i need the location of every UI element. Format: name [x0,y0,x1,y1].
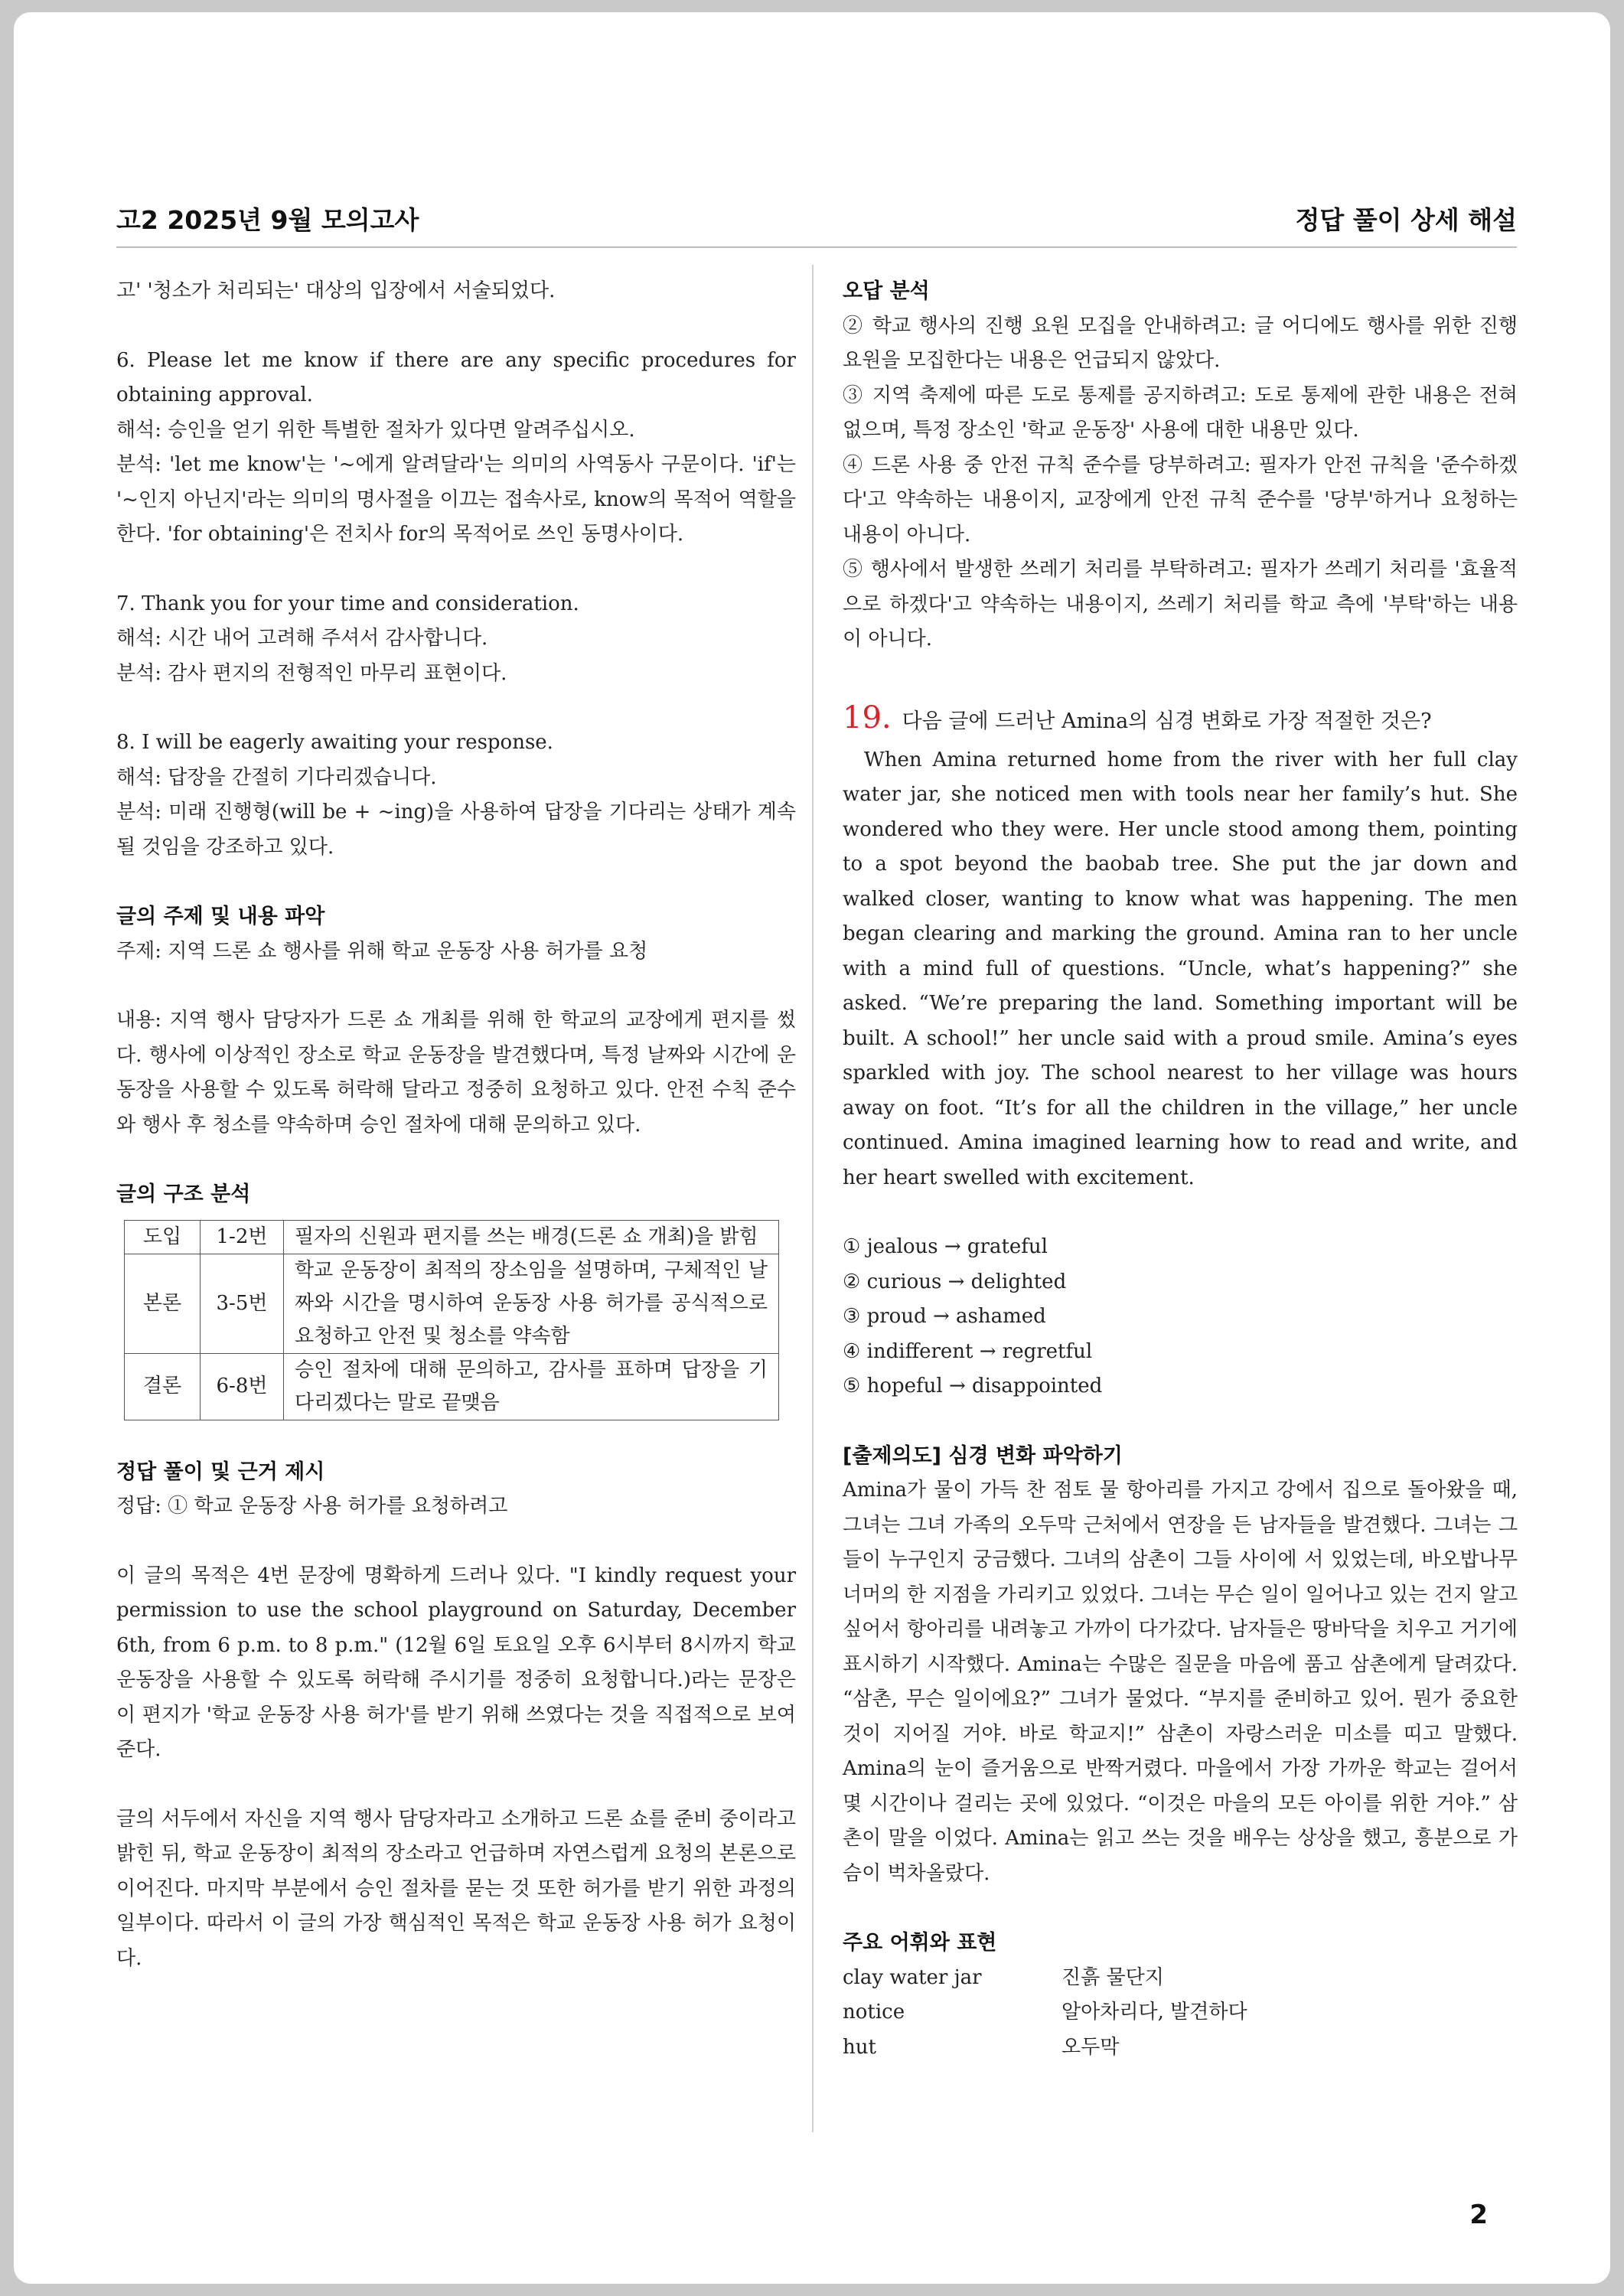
structure-heading: 글의 구조 분석 [116,1182,251,1206]
vocab-list [843,1961,1518,2066]
part-cell: 결론 [125,1353,201,1420]
sentence-7-analysis: 분석: 감사 편지의 전형적인 마무리 표현이다. [116,661,507,685]
part-cell: 본론 [125,1254,201,1353]
reading-passage [843,743,1518,1196]
sentence-7-translation: 해석: 시간 내어 고려해 주셔서 감사합니다. [116,627,488,650]
passage-text: When Amina returned home from the river with her full clay water jar, she noticed men with tools near her family’s hut. She wondered who they were. Her uncle stood among them, pointing to a spot beyond the baobab tree. She put the jar down and walked closer, wanting to know what was happening. The men began clearing and marking the ground. Amina ran to her uncle with a mind full of questions. “Uncle, what’s happening?” she asked. “We’re preparing the land. Something important will be built. A school!” her uncle said with a proud smile. Amina’s eyes sparkled with joy. The school nearest to her village was hours away on foot. “It’s for all the children in the village,” her uncle continued. Amina imagined learning how to read and write, and her heart swelled with excitement. [843,748,1518,1189]
intent-translation: Amina가 물이 가득 찬 점토 물 항아리를 가지고 강에서 집으로 돌아왔을 때, 그녀는 그녀 가족의 오두막 근처에서 연장을 든 남자들을 발견했다. 그녀는 그들이 누구인지 궁금했다. 그녀의 삼촌이 그들 사이에 서 있었는데, 바오밥나무 너머의 한 지점을 가리키고 있었다. 그녀는 무슨 일이 일어나고 있는 건지 알고 싶어서 항아리를 내려놓고 가까이 다가갔다. 남자들은 땅바닥을 치우고 거기에 표시하기 시작했다. Amina는 수많은 질문을 마음에 품고 삼촌에게 달려갔다. “삼촌, 무슨 일이에요?” 그녀가 물었다. “부지를 준비하고 있어. 뭔가 중요한 것이 지어질 거야. 바로 학교지!” 삼촌이 자랑스러운 미소를 띠고 말했다. Amina의 눈이 즐거움으로 반짝거렸다. 마을에서 가장 가까운 학교는 걸어서 몇 시간이나 걸리는 곳에 있었다. “이것은 마을의 모든 아이를 위한 거야.” 삼촌이 말을 이었다. Amina는 읽고 쓰는 것을 배우는 상상을 했고, 흥분으로 가슴이 벅차올랐다. [843,1479,1518,1885]
choice-5: ⑤ hopeful → disappointed [843,1375,1103,1397]
range-cell: 3-5번 [201,1254,284,1353]
question-text: 다음 글에 드러난 Amina의 심경 변화로 가장 적절한 것은? [902,709,1432,733]
question-number: 19. [843,700,892,735]
table-row [125,1220,779,1254]
table-row [125,1254,779,1353]
range-cell: 6-8번 [201,1353,284,1420]
choice-3: ③ proud → ashamed [843,1305,1046,1328]
answer-heading: 정답 풀이 및 근거 제시 [116,1459,325,1484]
vocab-meaning: 오두막 [1061,2035,1120,2059]
question-19 [843,696,1518,743]
structure-table [124,1220,779,1420]
wrong-answer-item: ② 학교 행사의 진행 요원 모집을 안내하려고: 글 어디에도 행사를 위한 진행 요원을 모집한다는 내용은 언급되지 않았다. [843,314,1518,372]
intro-line: 고' '청소가 처리되는' 대상의 입장에서 서술되었다. [116,279,556,302]
theme-topic: 주제: 지역 드론 쇼 행사를 위해 학교 운동장 사용 허가를 요청 [116,939,648,963]
choice-4: ④ indifferent → regretful [843,1339,1093,1363]
sentence-6-translation: 해석: 승인을 얻기 위한 특별한 절차가 있다면 알려주십시오. [116,418,635,442]
left-column [116,274,796,1976]
exam-title: 고2 2025년 9월 모의고사 [116,205,419,235]
vocab-term: clay water jar [843,1965,982,1989]
range-cell: 1-2번 [201,1220,284,1254]
section-title: 정답 풀이 상세 해설 [1295,205,1517,235]
desc-cell: 승인 절차에 대해 문의하고, 감사를 표하며 답장을 기다리겠다는 말로 끝맺음 [284,1353,779,1420]
intent-heading: [출제의도] 심경 변화 파악하기 [843,1443,1123,1468]
sentence-7 [116,587,796,692]
sentence-8-analysis: 분석: 미래 진행형(will be + ~ing)을 사용하여 답장을 기다리는 상태가 계속될 것임을 강조하고 있다. [116,801,796,859]
wrong-answer-item: ③ 지역 축제에 따른 도로 통제를 공지하려고: 도로 통제에 관한 내용은 전혀 없으며, 특정 장소인 '학교 운동장' 사용에 대한 내용만 있다. [843,383,1518,442]
wrong-answer-heading: 오답 분석 [843,279,930,303]
right-column [843,274,1518,2065]
desc-cell: 필자의 신원과 편지를 쓰는 배경(드론 쇼 개최)을 밝힘 [284,1220,779,1254]
choice-2: ② curious → delighted [843,1270,1067,1293]
choice-1: ① jealous → grateful [843,1235,1048,1258]
document-page [14,12,1610,2284]
vocab-heading: 주요 어휘와 표현 [843,1931,997,1955]
answer-line: 정답: ① 학교 운동장 사용 허가를 요청하려고 [116,1495,508,1518]
column-divider [812,265,814,2132]
vocab-term: notice [843,2001,905,2024]
vocab-meaning: 알아차리다, 발견하다 [1061,2001,1247,2024]
sentence-6-analysis: 분석: 'let me know'는 '~에게 알려달라'는 의미의 사역동사 구문이다. 'if'는 '~인지 아닌지'라는 의미의 명사절을 이끄는 접속사로, know의 목적어 역할을 한다. 'for obtaining'은 전치사 for의 목적어로 쓰인 동명사이다. [116,453,796,546]
sentence-8-translation: 해석: 답장을 간절히 기다리겠습니다. [116,765,437,789]
answer-paragraph-2: 글의 서두에서 자신을 지역 행사 담당자라고 소개하고 드론 쇼를 준비 중이라고 밝힌 뒤, 학교 운동장이 최적의 장소라고 언급하며 자연스럽게 요청의 본론으로 이어진다. 마지막 부분에서 승인 절차를 묻는 것 또한 허가를 받기 위한 과정의 일부이다. 따라서 이 글의 가장 핵심적인 목적은 학교 운동장 사용 허가 요청이다. [116,1807,797,1970]
sentence-8 [116,726,796,865]
sentence-6-english: 6. Please let me know if there are any specific procedures for obtaining approval. [116,348,796,406]
desc-cell: 학교 운동장이 최적의 장소임을 설명하며, 구체적인 날짜와 시간을 명시하여 운동장 사용 허가를 공식적으로 요청하고 안전 및 청소를 약속함 [284,1254,779,1353]
answer-choices [843,1230,1518,1404]
sentence-8-english: 8. I will be eagerly awaiting your response. [116,731,553,754]
sentence-6 [116,344,796,553]
part-cell: 도입 [125,1220,201,1254]
table-row [125,1353,779,1420]
theme-heading: 글의 주제 및 내용 파악 [116,905,325,928]
answer-paragraph-1: 이 글의 목적은 4번 문장에 명확하게 드러나 있다. "I kindly request your permission to use the school playground on Saturday, December 6th, from 6 p.m. to 8 p.m." (12월 6일 토요일 오후 6시부터 8시까지 학교 운동장을 사용할 수 있도록 허락해 주시기를 정중히 요청합니다.)라는 문장은 이 편지가 '학교 운동장 사용 허가'를 받기 위해 쓰였다는 것을 직접적으로 보여준다. [116,1564,796,1761]
theme-content: 내용: 지역 행사 담당자가 드론 쇼 개최를 위해 한 학교의 교장에게 편지를 썼다. 행사에 이상적인 장소로 학교 운동장을 발견했다며, 특정 날짜와 시간에 운동장을 사용할 수 있도록 허락해 달라고 정중히 요청하고 있다. 안전 수칙 준수와 행사 후 청소를 약속하며 승인 절차에 대해 문의하고 있다. [116,1009,796,1137]
vocab-term: hut [843,2035,876,2059]
sentence-7-english: 7. Thank you for your time and consideration. [116,592,579,615]
page-header [116,201,1517,248]
wrong-answer-item: ⑤ 행사에서 발생한 쓰레기 처리를 부탁하려고: 필자가 쓰레기 처리를 '효율적으로 하겠다'고 약속하는 내용이지, 쓰레기 처리를 학교 측에 '부탁'하는 내용이 아니다. [843,558,1518,651]
vocab-meaning: 진흙 물단지 [1061,1965,1164,1989]
page-number: 2 [1469,2200,1488,2230]
wrong-answer-item: ④ 드론 사용 중 안전 규칙 준수를 당부하려고: 필자가 안전 규칙을 '준수하겠다'고 약속하는 내용이지, 교장에게 안전 규칙 준수를 '당부'하거나 요청하는 내용이 아니다. [843,453,1518,546]
